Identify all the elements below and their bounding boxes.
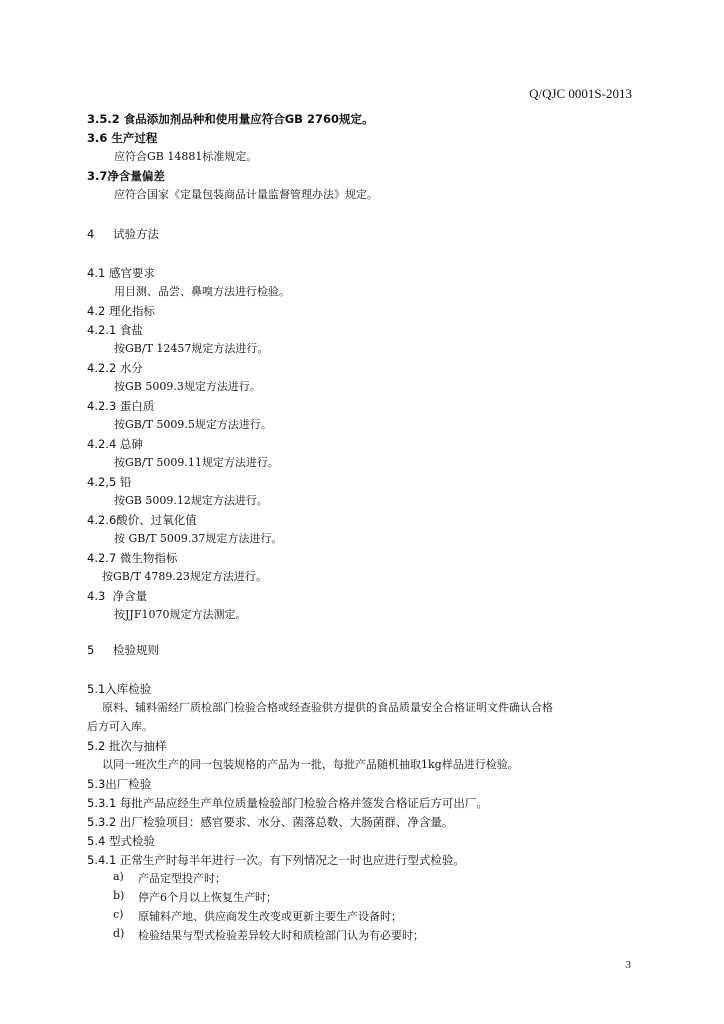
section-5-number: 5: [87, 643, 95, 657]
clause-5-3-2: 5.3.2 出厂检验项目：感官要求、水分、菌落总数、大肠菌群、净含量。: [87, 815, 454, 829]
list-item: [0, 927, 724, 946]
clause-4-2-5-body: 按GB 5009.12规定方法进行。: [114, 494, 268, 507]
list-item-text: 停产6个月以上恢复生产时；: [138, 891, 277, 904]
clause-4-2-2-heading: 4.2.2 水分: [87, 361, 143, 375]
section-4-number: 4: [87, 227, 95, 241]
clause-4-2-6-heading: 4.2.6酸价、过氧化值: [87, 513, 197, 527]
clause-5-2-heading: 5.2 批次与抽样: [87, 739, 167, 753]
clause-5-1-body-line1: 原料、辅料需经厂质检部门检验合格或经查验供方提供的食品质量安全合格证明文件确认合格: [102, 701, 553, 714]
clause-5-4-1: 5.4.1 正常生产时每半年进行一次。有下列情况之一时也应进行型式检验。: [87, 853, 465, 867]
clause-4-2-1-body: 按GB/T 12457规定方法进行。: [114, 342, 269, 355]
document-code: Q/QJC 0001S-2013: [529, 86, 632, 101]
clause-3-6-body: 应符合GB 14881标准规定。: [114, 150, 258, 163]
clause-5-1-body-line2: 后方可入库。: [87, 720, 153, 733]
list-item-label: d): [113, 927, 125, 940]
section-5-title: 检验规则: [113, 643, 159, 657]
clause-5-3-1: 5.3.1 每批产品应经生产单位质量检验部门检验合格并签发合格证后方可出厂。: [87, 796, 488, 810]
list-item-text: 原辅料产地、供应商发生改变或更新主要生产设备时；: [138, 910, 402, 923]
clause-4-1-heading: 4.1 感官要求: [87, 266, 155, 280]
list-item-text: 产品定型投产时；: [138, 872, 226, 885]
clause-4-3-body: 按JJF1070规定方法测定。: [114, 608, 247, 621]
list-item-label: c): [113, 908, 124, 921]
clause-4-2-heading: 4.2 理化指标: [87, 304, 155, 318]
clause-4-1-body: 用目测、品尝、鼻嗅方法进行检验。: [114, 285, 290, 298]
list-item-text: 检验结果与型式检验差异较大时和质检部门认为有必要时；: [138, 929, 424, 942]
section-5-heading: [87, 641, 647, 659]
clause-5-3-heading: 5.3出厂检验: [87, 777, 152, 791]
list-item-label: b): [113, 889, 125, 902]
list-item: [0, 870, 724, 889]
clause-4-3-heading: 4.3 净含量: [87, 589, 148, 603]
clause-4-2-7-body: 按GB/T 4789.23规定方法进行。: [102, 570, 267, 583]
section-4-heading: [87, 225, 647, 243]
clause-4-2-5-heading: 4.2,5 铅: [87, 475, 132, 489]
clause-3-6-heading: 3.6 生产过程: [87, 131, 158, 145]
clause-5-2-body: 以同一班次生产的同一包装规格的产品为一批，每批产品随机抽取1kg样品进行检验。: [102, 758, 519, 771]
clause-4-2-4-body: 按GB/T 5009.11规定方法进行。: [114, 456, 279, 469]
list-item: [0, 889, 724, 908]
clause-5-4-heading: 5.4 型式检验: [87, 834, 155, 848]
section-4-title: 试验方法: [113, 227, 159, 241]
clause-4-2-2-body: 按GB 5009.3规定方法进行。: [114, 380, 261, 393]
list-item: [0, 908, 724, 927]
clause-4-2-1-heading: 4.2.1 食盐: [87, 323, 143, 337]
clause-4-2-3-body: 按GB/T 5009.5规定方法进行。: [114, 418, 272, 431]
clause-3-7-body: 应符合国家《定量包装商品计量监督管理办法》规定。: [114, 188, 378, 201]
clause-4-2-3-heading: 4.2.3 蛋白质: [87, 399, 155, 413]
list-item-label: a): [113, 870, 124, 883]
clause-4-2-4-heading: 4.2.4 总砷: [87, 437, 143, 451]
clause-3-7-heading: 3.7净含量偏差: [87, 169, 165, 183]
clause-4-2-6-body: 按 GB/T 5009.37规定方法进行。: [114, 532, 283, 545]
page-number: 3: [625, 959, 631, 971]
clause-3-5-2: 3.5.2 食品添加剂品种和使用量应符合GB 2760规定。: [87, 112, 374, 126]
clause-5-1-heading: 5.1入库检验: [87, 682, 152, 696]
clause-4-2-7-heading: 4.2.7 微生物指标: [87, 551, 178, 565]
